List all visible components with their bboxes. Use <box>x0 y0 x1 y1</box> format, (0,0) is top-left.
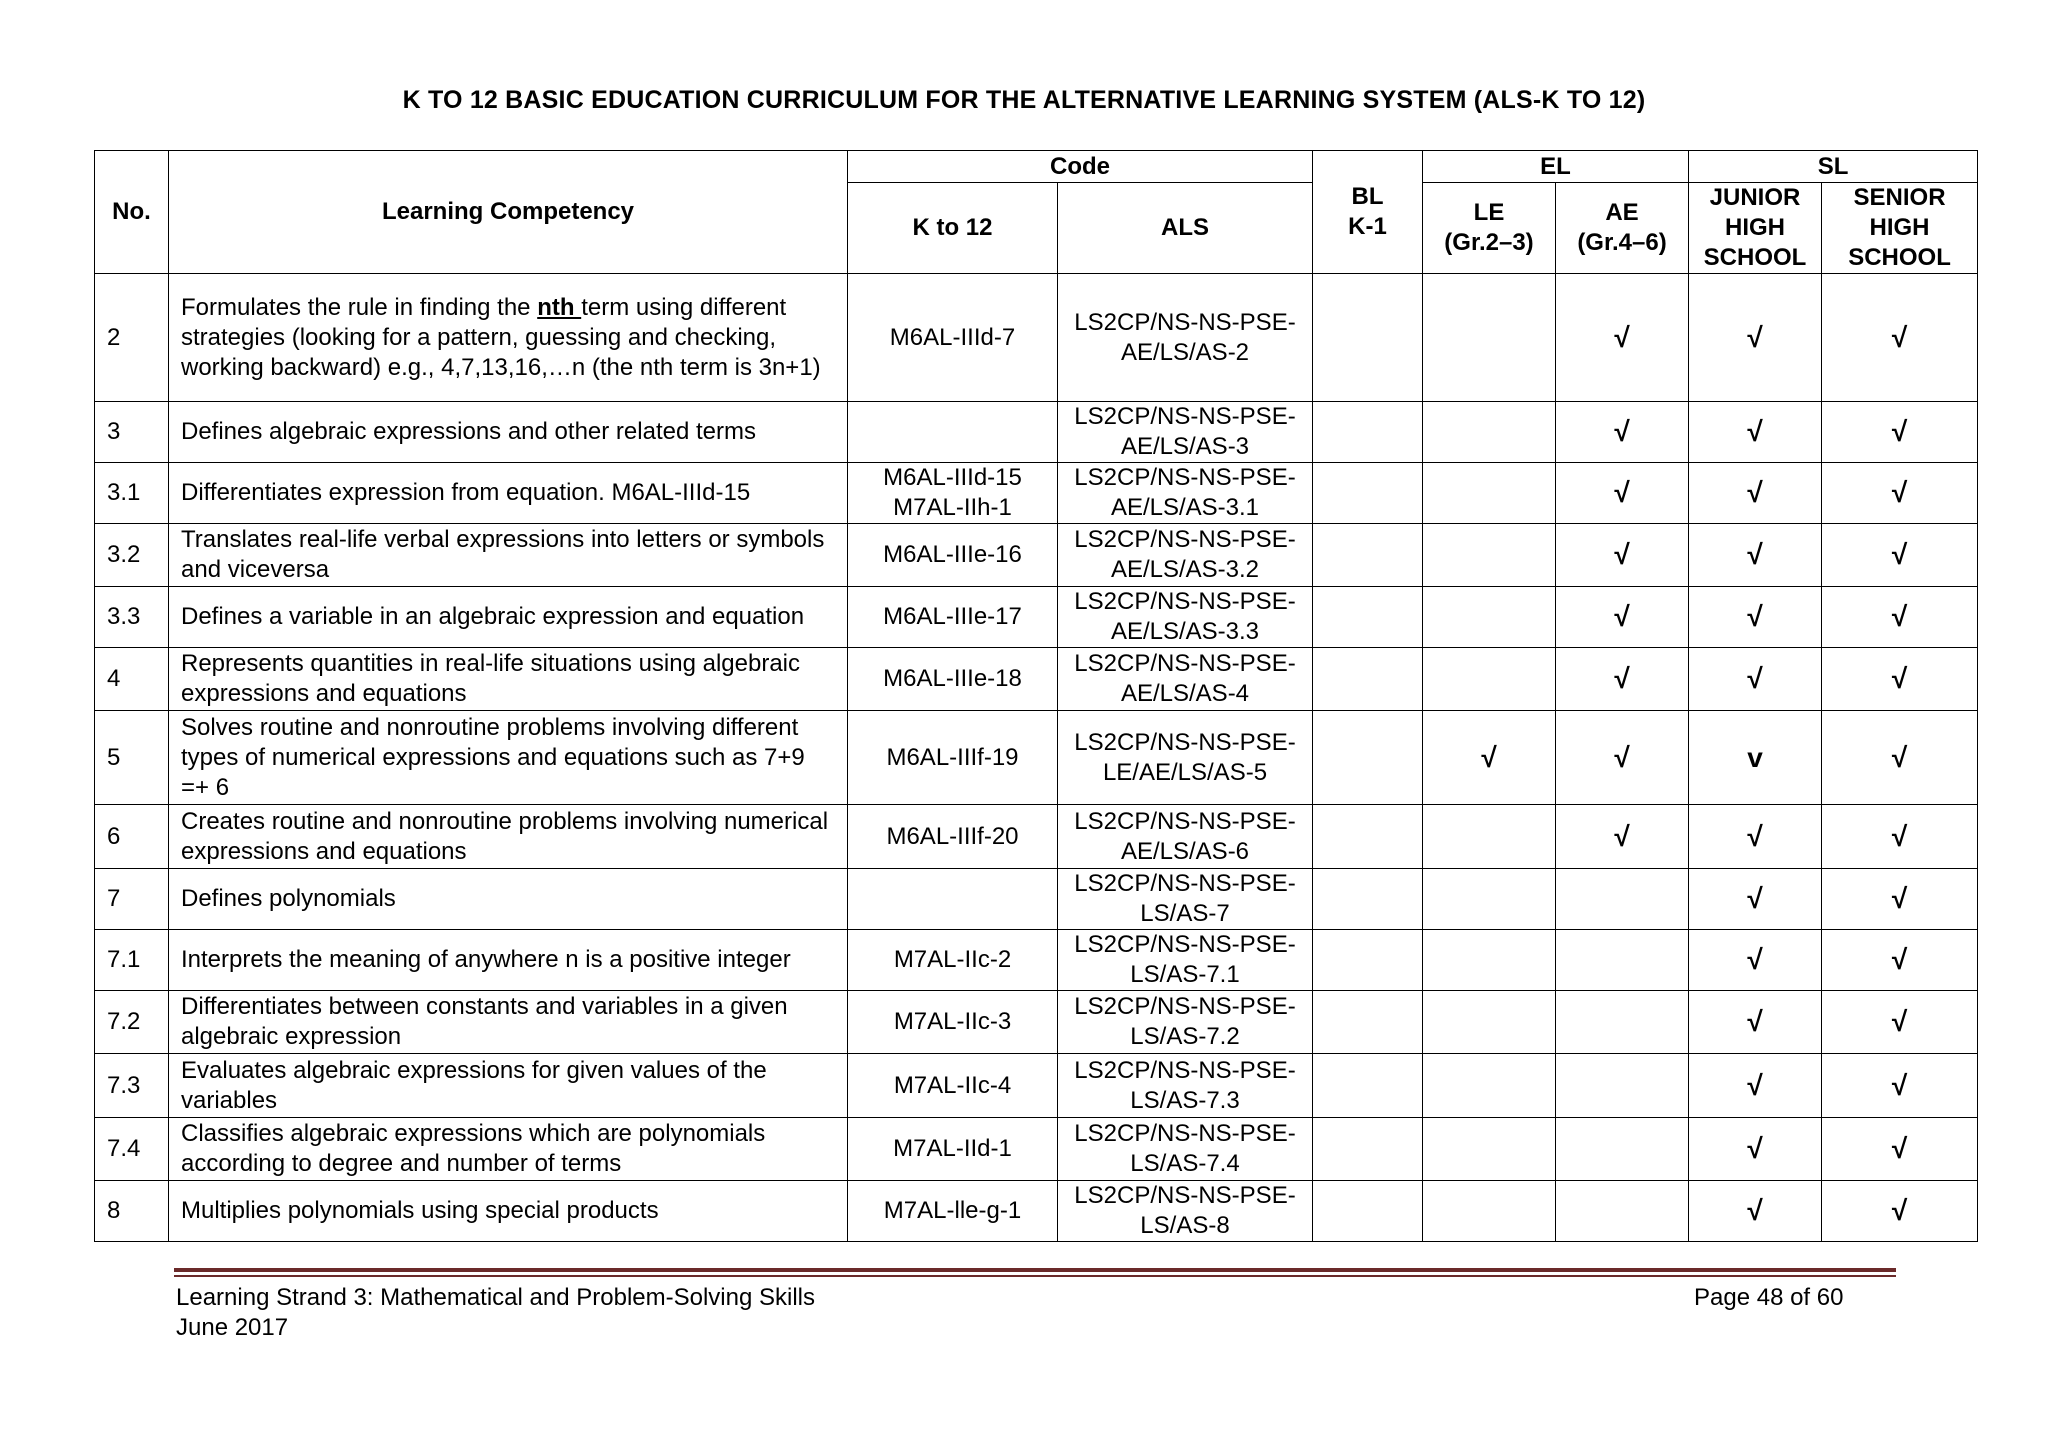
k12-code-line1: M6AL-IIIf-20 <box>886 822 1019 850</box>
als-code-line1: LS2CP/NS-NS-PSE- <box>1074 308 1296 336</box>
table-row <box>95 805 1978 869</box>
row-bl-check <box>1313 869 1423 930</box>
row-k12-code <box>848 991 1058 1054</box>
header-shs-line2: HIGH <box>1869 214 1930 241</box>
row-no: 3.3 <box>95 587 169 648</box>
row-shs-check: √ <box>1822 524 1978 587</box>
als-code-line1: LS2CP/NS-NS-PSE- <box>1074 807 1296 835</box>
header-shs-line3: SCHOOL <box>1848 244 1951 271</box>
row-als-code <box>1058 402 1313 463</box>
row-als-code <box>1058 869 1313 930</box>
row-als-code <box>1058 1181 1313 1242</box>
row-jhs-check: √ <box>1689 1181 1822 1242</box>
als-code-line1: LS2CP/NS-NS-PSE- <box>1074 588 1296 615</box>
row-competency: Defines a variable in an algebraic expression and equation <box>169 587 848 648</box>
row-ae-check <box>1556 1181 1689 1242</box>
row-shs-check: √ <box>1822 1181 1978 1242</box>
als-code-line2: LS/AS-7.1 <box>1130 961 1240 988</box>
row-jhs-check: √ <box>1689 402 1822 463</box>
als-code-line1: LS2CP/NS-NS-PSE- <box>1074 993 1296 1020</box>
row-als-code <box>1058 587 1313 648</box>
row-shs-check: √ <box>1822 1118 1978 1181</box>
table-row <box>95 711 1978 805</box>
row-als-code <box>1058 805 1313 869</box>
header-shs <box>1822 183 1978 274</box>
header-jhs-line1: JUNIOR <box>1709 184 1801 211</box>
header-k12: K to 12 <box>848 183 1058 274</box>
als-code-line1: LS2CP/NS-NS-PSE- <box>1074 1182 1296 1209</box>
k12-code-line1: M6AL-IIIe-17 <box>883 603 1022 630</box>
header-ae <box>1556 183 1689 274</box>
row-bl-check <box>1313 1181 1423 1242</box>
k12-code-line1: M6AL-IIIe-16 <box>883 541 1022 568</box>
row-als-code <box>1058 1118 1313 1181</box>
row-als-code <box>1058 274 1313 402</box>
row-no: 7.2 <box>95 991 169 1054</box>
row-le-check <box>1423 869 1556 930</box>
row-bl-check <box>1313 402 1423 463</box>
header-bl-line2: K-1 <box>1348 213 1387 240</box>
row-no: 5 <box>95 711 169 805</box>
row-bl-check <box>1313 991 1423 1054</box>
row-jhs-check: √ <box>1689 1118 1822 1181</box>
table-row <box>95 991 1978 1054</box>
row-no: 7.3 <box>95 1054 169 1118</box>
page-number: Page 48 of 60 <box>1694 1284 1844 1311</box>
header-jhs-line3: SCHOOL <box>1703 244 1807 271</box>
header-bl-line1: BL <box>1351 183 1384 210</box>
row-k12-code <box>848 805 1058 869</box>
row-no: 4 <box>95 648 169 711</box>
row-ae-check: √ <box>1556 711 1689 805</box>
row-shs-check: √ <box>1822 274 1978 402</box>
k12-code-line1: M7AL-lle-g-1 <box>883 1197 1022 1224</box>
row-shs-check: √ <box>1822 869 1978 930</box>
row-no: 7.4 <box>95 1118 169 1181</box>
row-competency: Differentiates between constants and variables in a given algebraic expression <box>169 991 848 1054</box>
row-bl-check <box>1313 274 1423 402</box>
als-code-line1: LS2CP/NS-NS-PSE- <box>1074 931 1296 958</box>
row-shs-check: √ <box>1822 648 1978 711</box>
row-no: 3.2 <box>95 524 169 587</box>
row-bl-check <box>1313 524 1423 587</box>
header-code: Code <box>848 151 1313 183</box>
row-als-code <box>1058 991 1313 1054</box>
row-competency: Defines polynomials <box>169 869 848 930</box>
table-row <box>95 463 1978 524</box>
row-le-check <box>1423 1054 1556 1118</box>
row-als-code <box>1058 711 1313 805</box>
row-bl-check <box>1313 805 1423 869</box>
row-k12-code <box>848 711 1058 805</box>
row-shs-check: √ <box>1822 402 1978 463</box>
footer-divider-thin <box>174 1275 1896 1277</box>
row-jhs-check: √ <box>1689 274 1822 402</box>
k12-code-line1: M6AL-IIId-15 <box>883 464 1022 491</box>
row-le-check <box>1423 648 1556 711</box>
row-competency: Creates routine and nonroutine problems involving numerical expressions and equations <box>169 805 848 869</box>
row-als-code <box>1058 930 1313 991</box>
k12-code-line1: M6AL-IIId-7 <box>889 323 1016 351</box>
als-code-line2: LS/AS-8 <box>1140 1212 1230 1239</box>
row-le-check <box>1423 1181 1556 1242</box>
competency-text: Formulates the rule in finding the <box>181 293 538 321</box>
footer-strand: Learning Strand 3: Mathematical and Problem-Solving Skills <box>176 1284 815 1311</box>
table-row <box>95 1054 1978 1118</box>
row-k12-code <box>848 463 1058 524</box>
k12-code-line2: M7AL-IIh-1 <box>893 494 1012 521</box>
table-row <box>95 869 1978 930</box>
row-jhs-check: √ <box>1689 648 1822 711</box>
row-competency: Represents quantities in real-life situations using algebraic expressions and equations <box>169 648 848 711</box>
header-jhs-line2: HIGH <box>1725 214 1786 241</box>
row-ae-check <box>1556 869 1689 930</box>
row-als-code <box>1058 648 1313 711</box>
curriculum-table <box>94 150 1978 1242</box>
table-row <box>95 587 1978 648</box>
als-code-line1: LS2CP/NS-NS-PSE- <box>1074 870 1296 897</box>
row-ae-check: √ <box>1556 463 1689 524</box>
als-code-line1: LS2CP/NS-NS-PSE- <box>1074 1120 1296 1147</box>
row-als-code <box>1058 463 1313 524</box>
row-no: 6 <box>95 805 169 869</box>
table-row <box>95 524 1978 587</box>
row-shs-check: √ <box>1822 587 1978 648</box>
row-ae-check: √ <box>1556 805 1689 869</box>
header-no: No. <box>95 151 169 274</box>
k12-code-line1: M7AL-IIc-3 <box>893 1008 1012 1035</box>
als-code-line2: AE/LS/AS-3.3 <box>1110 618 1260 645</box>
row-competency <box>169 274 848 402</box>
row-le-check <box>1423 402 1556 463</box>
k12-code-line1: M7AL-IIc-4 <box>893 1071 1012 1099</box>
row-shs-check: √ <box>1822 463 1978 524</box>
row-le-check <box>1423 1118 1556 1181</box>
header-shs-line1: SENIOR <box>1853 184 1946 211</box>
header-ae-line2: (Gr.4–6) <box>1577 229 1667 256</box>
header-le-line2: (Gr.2–3) <box>1444 229 1534 256</box>
k12-code-line1: M6AL-IIIf-19 <box>886 743 1019 771</box>
row-bl-check <box>1313 648 1423 711</box>
row-jhs-check: v <box>1689 711 1822 805</box>
row-bl-check <box>1313 1118 1423 1181</box>
row-no: 8 <box>95 1181 169 1242</box>
row-jhs-check: √ <box>1689 524 1822 587</box>
row-competency: Evaluates algebraic expressions for given values of the variables <box>169 1054 848 1118</box>
row-competency: Translates real-life verbal expressions into letters or symbols and viceversa <box>169 524 848 587</box>
row-bl-check <box>1313 463 1423 524</box>
k12-code-line1: M7AL-IId-1 <box>893 1135 1012 1162</box>
k12-code-line1: M7AL-IIc-2 <box>893 946 1012 973</box>
row-no: 3.1 <box>95 463 169 524</box>
als-code-line2: AE/LS/AS-3.2 <box>1110 556 1260 583</box>
als-code-line1: LS2CP/NS-NS-PSE- <box>1074 403 1296 430</box>
row-shs-check: √ <box>1822 711 1978 805</box>
row-no: 7.1 <box>95 930 169 991</box>
k12-code-line1: M6AL-IIIe-18 <box>883 665 1022 692</box>
als-code-line2: AE/LS/AS-6 <box>1120 837 1250 865</box>
als-code-line2: AE/LS/AS-3 <box>1120 433 1250 460</box>
footer-left <box>176 1283 815 1343</box>
row-k12-code <box>848 402 1058 463</box>
row-competency: Differentiates expression from equation. M6AL-IIId-15 <box>169 463 848 524</box>
row-jhs-check: √ <box>1689 1054 1822 1118</box>
document-title: K TO 12 BASIC EDUCATION CURRICULUM FOR THE ALTERNATIVE LEARNING SYSTEM (ALS-K TO 12) <box>402 86 1646 114</box>
table-row <box>95 1181 1978 1242</box>
row-jhs-check: √ <box>1689 805 1822 869</box>
row-le-check <box>1423 991 1556 1054</box>
als-code-line1: LS2CP/NS-NS-PSE- <box>1074 526 1296 553</box>
row-jhs-check: √ <box>1689 587 1822 648</box>
competency-text-cont: term using different strategies (looking for a pattern, guessing and checking, working backward) e.g., 4,7,13,16,…n (the nth term is 3n+1) <box>181 293 821 381</box>
row-no: 7 <box>95 869 169 930</box>
row-ae-check <box>1556 930 1689 991</box>
row-le-check <box>1423 524 1556 587</box>
table-row <box>95 274 1978 402</box>
row-shs-check: √ <box>1822 930 1978 991</box>
row-le-check: √ <box>1423 711 1556 805</box>
row-le-check <box>1423 587 1556 648</box>
als-code-line2: AE/LS/AS-3.1 <box>1110 494 1260 521</box>
header-le-line1: LE <box>1473 199 1505 226</box>
header-competency: Learning Competency <box>169 151 848 274</box>
row-k12-code <box>848 1118 1058 1181</box>
als-code-line2: AE/LS/AS-2 <box>1120 338 1250 366</box>
als-code-line2: AE/LS/AS-4 <box>1120 680 1250 707</box>
row-shs-check: √ <box>1822 991 1978 1054</box>
row-competency: Multiplies polynomials using special products <box>169 1181 848 1242</box>
row-shs-check: √ <box>1822 1054 1978 1118</box>
row-ae-check <box>1556 991 1689 1054</box>
row-competency: Solves routine and nonroutine problems involving different types of numerical expressions and equations such as 7+9 =+ 6 <box>169 711 848 805</box>
row-als-code <box>1058 524 1313 587</box>
header-sl: SL <box>1689 151 1978 183</box>
table-row <box>95 648 1978 711</box>
row-shs-check: √ <box>1822 805 1978 869</box>
als-code-line2: LS/AS-7.3 <box>1130 1086 1240 1114</box>
row-le-check <box>1423 930 1556 991</box>
row-competency: Interprets the meaning of anywhere n is a positive integer <box>169 930 848 991</box>
row-no: 2 <box>95 274 169 402</box>
row-k12-code <box>848 930 1058 991</box>
als-code-line2: LS/AS-7.2 <box>1130 1023 1240 1050</box>
row-bl-check <box>1313 711 1423 805</box>
header-le <box>1423 183 1556 274</box>
row-ae-check: √ <box>1556 274 1689 402</box>
header-als: ALS <box>1058 183 1313 274</box>
row-competency: Defines algebraic expressions and other related terms <box>169 402 848 463</box>
row-bl-check <box>1313 587 1423 648</box>
row-jhs-check: √ <box>1689 869 1822 930</box>
row-k12-code <box>848 274 1058 402</box>
row-jhs-check: √ <box>1689 463 1822 524</box>
als-code-line2: LS/AS-7 <box>1140 900 1230 927</box>
row-competency: Classifies algebraic expressions which are polynomials according to degree and number of terms <box>169 1118 848 1181</box>
footer-divider <box>174 1268 1896 1272</box>
row-jhs-check: √ <box>1689 991 1822 1054</box>
header-el: EL <box>1423 151 1689 183</box>
row-k12-code <box>848 1054 1058 1118</box>
row-le-check <box>1423 274 1556 402</box>
header-ae-line1: AE <box>1605 199 1639 226</box>
row-bl-check <box>1313 1054 1423 1118</box>
row-k12-code <box>848 648 1058 711</box>
als-code-line2: LS/AS-7.4 <box>1130 1150 1240 1177</box>
table-row <box>95 1118 1978 1181</box>
footer-date: June 2017 <box>176 1314 289 1341</box>
row-bl-check <box>1313 930 1423 991</box>
row-ae-check <box>1556 1118 1689 1181</box>
nth-emphasis: nth <box>537 293 582 321</box>
als-code-line1: LS2CP/NS-NS-PSE- <box>1074 650 1296 677</box>
row-ae-check <box>1556 1054 1689 1118</box>
row-le-check <box>1423 463 1556 524</box>
row-ae-check: √ <box>1556 524 1689 587</box>
table-row <box>95 930 1978 991</box>
row-ae-check: √ <box>1556 648 1689 711</box>
row-ae-check: √ <box>1556 587 1689 648</box>
row-als-code <box>1058 1054 1313 1118</box>
row-ae-check: √ <box>1556 402 1689 463</box>
row-k12-code <box>848 587 1058 648</box>
als-code-line1: LS2CP/NS-NS-PSE- <box>1074 728 1296 756</box>
als-code-line1: LS2CP/NS-NS-PSE- <box>1074 1056 1296 1084</box>
header-jhs <box>1689 183 1822 274</box>
row-k12-code <box>848 524 1058 587</box>
row-k12-code <box>848 1181 1058 1242</box>
als-code-line1: LS2CP/NS-NS-PSE- <box>1074 464 1296 491</box>
table-row <box>95 402 1978 463</box>
row-no: 3 <box>95 402 169 463</box>
row-le-check <box>1423 805 1556 869</box>
header-bl <box>1313 151 1423 274</box>
row-k12-code <box>848 869 1058 930</box>
row-jhs-check: √ <box>1689 930 1822 991</box>
als-code-line2: LE/AE/LS/AS-5 <box>1102 758 1268 786</box>
